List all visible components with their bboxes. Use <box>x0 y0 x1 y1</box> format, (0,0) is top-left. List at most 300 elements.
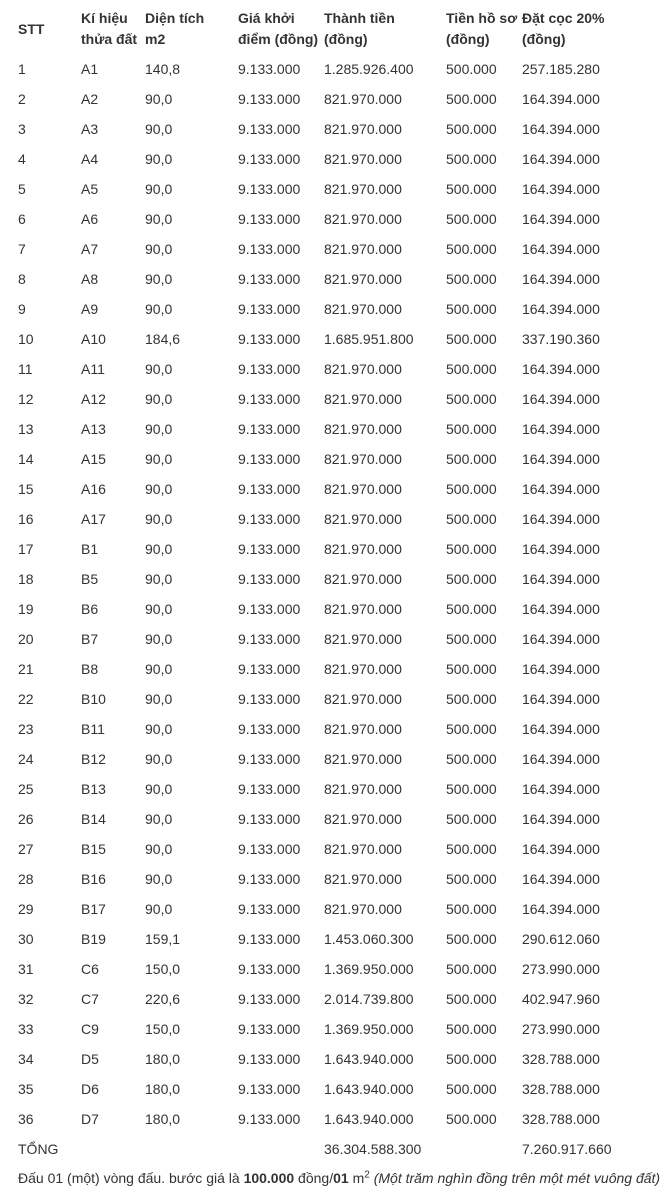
cell-dien-tich: 90,0 <box>145 91 173 107</box>
cell-gia-khoi-diem: 9.133.000 <box>238 961 301 977</box>
cell-tien-ho-so: 500.000 <box>446 241 497 257</box>
cell-tien-ho-so: 500.000 <box>446 481 497 497</box>
cell-thanh-tien: 821.970.000 <box>324 541 402 557</box>
cell-gia-khoi-diem: 9.133.000 <box>238 691 301 707</box>
cell-gia-khoi-diem: 9.133.000 <box>238 541 301 557</box>
table-row <box>12 894 661 924</box>
cell-tien-ho-so: 500.000 <box>446 511 497 527</box>
cell-stt: 21 <box>18 661 34 677</box>
cell-ki-hieu: A8 <box>81 271 99 287</box>
cell-stt: 20 <box>18 631 34 647</box>
cell-dien-tich: 90,0 <box>145 601 173 617</box>
cell-thanh-tien: 821.970.000 <box>324 451 402 467</box>
cell-stt: 7 <box>18 241 26 257</box>
cell-stt: 24 <box>18 751 34 767</box>
cell-dien-tich: 90,0 <box>145 901 173 917</box>
cell-ki-hieu: B17 <box>81 901 106 917</box>
cell-stt: 1 <box>18 61 26 77</box>
cell-thanh-tien: 821.970.000 <box>324 841 402 857</box>
table-row <box>12 804 661 834</box>
cell-thanh-tien: 1.285.926.400 <box>324 61 414 77</box>
cell-dat-coc: 164.394.000 <box>522 241 600 257</box>
cell-thanh-tien: 2.014.739.800 <box>324 991 414 1007</box>
table-row <box>12 624 661 654</box>
cell-thanh-tien: 821.970.000 <box>324 91 402 107</box>
cell-ki-hieu: D6 <box>81 1081 99 1097</box>
cell-thanh-tien: 821.970.000 <box>324 211 402 227</box>
table-row <box>12 1074 661 1104</box>
cell-gia-khoi-diem: 9.133.000 <box>238 91 301 107</box>
cell-ki-hieu: C7 <box>81 991 99 1007</box>
cell-stt: 9 <box>18 301 26 317</box>
cell-gia-khoi-diem: 9.133.000 <box>238 1051 301 1067</box>
cell-ki-hieu: A3 <box>81 121 99 137</box>
cell-ki-hieu: B8 <box>81 661 99 677</box>
cell-dat-coc: 257.185.280 <box>522 61 600 77</box>
cell-ki-hieu: A17 <box>81 511 106 527</box>
cell-gia-khoi-diem: 9.133.000 <box>238 181 301 197</box>
cell-tien-ho-so: 500.000 <box>446 451 497 467</box>
cell-gia-khoi-diem: 9.133.000 <box>238 931 301 947</box>
cell-stt: 33 <box>18 1021 34 1037</box>
cell-dien-tich: 90,0 <box>145 571 173 587</box>
cell-tien-ho-so: 500.000 <box>446 421 497 437</box>
cell-tien-ho-so: 500.000 <box>446 61 497 77</box>
cell-ki-hieu: A15 <box>81 451 106 467</box>
cell-tien-ho-so: 500.000 <box>446 1081 497 1097</box>
cell-ki-hieu: B15 <box>81 841 106 857</box>
cell-dat-coc: 402.947.960 <box>522 991 600 1007</box>
cell-ki-hieu: A10 <box>81 331 106 347</box>
cell-ki-hieu: A12 <box>81 391 106 407</box>
cell-stt: 19 <box>18 601 34 617</box>
cell-dien-tich: 90,0 <box>145 211 173 227</box>
cell-tien-ho-so: 500.000 <box>446 271 497 287</box>
table-row <box>12 474 661 504</box>
table-row <box>12 924 661 954</box>
cell-dien-tich: 90,0 <box>145 391 173 407</box>
table-row <box>12 744 661 774</box>
cell-dat-coc: 273.990.000 <box>522 961 600 977</box>
cell-ki-hieu: A4 <box>81 151 99 167</box>
table-row <box>12 444 661 474</box>
table-header-row <box>12 4 661 54</box>
cell-dien-tich: 180,0 <box>145 1051 181 1067</box>
header-tien-ho-so: Tiền hồ sơ (đồng) <box>446 10 518 47</box>
table-row <box>12 1014 661 1044</box>
cell-dien-tich: 90,0 <box>145 661 173 677</box>
cell-gia-khoi-diem: 9.133.000 <box>238 631 301 647</box>
cell-tien-ho-so: 500.000 <box>446 121 497 137</box>
cell-tien-ho-so: 500.000 <box>446 781 497 797</box>
cell-stt: 6 <box>18 211 26 227</box>
cell-dien-tich: 90,0 <box>145 841 173 857</box>
cell-stt: 5 <box>18 181 26 197</box>
cell-stt: 23 <box>18 721 34 737</box>
cell-gia-khoi-diem: 9.133.000 <box>238 1081 301 1097</box>
cell-gia-khoi-diem: 9.133.000 <box>238 901 301 917</box>
cell-tien-ho-so: 500.000 <box>446 961 497 977</box>
cell-gia-khoi-diem: 9.133.000 <box>238 301 301 317</box>
cell-dien-tich: 220,6 <box>145 991 181 1007</box>
cell-tien-ho-so: 500.000 <box>446 931 497 947</box>
cell-thanh-tien: 821.970.000 <box>324 811 402 827</box>
cell-dien-tich: 90,0 <box>145 751 173 767</box>
cell-dat-coc: 164.394.000 <box>522 841 600 857</box>
cell-stt: 36 <box>18 1111 34 1127</box>
cell-ki-hieu: B1 <box>81 541 99 557</box>
cell-gia-khoi-diem: 9.133.000 <box>238 421 301 437</box>
cell-stt: 22 <box>18 691 34 707</box>
cell-dat-coc: 164.394.000 <box>522 811 600 827</box>
cell-dat-coc: 164.394.000 <box>522 181 600 197</box>
cell-dat-coc: 328.788.000 <box>522 1081 600 1097</box>
table-row <box>12 1104 661 1134</box>
cell-gia-khoi-diem: 9.133.000 <box>238 661 301 677</box>
cell-stt: 31 <box>18 961 34 977</box>
cell-thanh-tien: 821.970.000 <box>324 361 402 377</box>
cell-gia-khoi-diem: 9.133.000 <box>238 361 301 377</box>
cell-stt: 8 <box>18 271 26 287</box>
cell-ki-hieu: B6 <box>81 601 99 617</box>
cell-dien-tich: 90,0 <box>145 451 173 467</box>
cell-gia-khoi-diem: 9.133.000 <box>238 841 301 857</box>
cell-dat-coc: 273.990.000 <box>522 1021 600 1037</box>
table-body <box>12 54 661 1134</box>
cell-ki-hieu: A9 <box>81 301 99 317</box>
cell-tien-ho-so: 500.000 <box>446 151 497 167</box>
cell-dien-tich: 184,6 <box>145 331 181 347</box>
cell-ki-hieu: A7 <box>81 241 99 257</box>
cell-gia-khoi-diem: 9.133.000 <box>238 781 301 797</box>
cell-gia-khoi-diem: 9.133.000 <box>238 151 301 167</box>
cell-tien-ho-so: 500.000 <box>446 721 497 737</box>
cell-stt: 15 <box>18 481 34 497</box>
header-thanh-tien: Thành tiền (đồng) <box>324 10 395 47</box>
cell-dat-coc: 164.394.000 <box>522 361 600 377</box>
cell-stt: 14 <box>18 451 34 467</box>
cell-dat-coc: 164.394.000 <box>522 91 600 107</box>
table-row <box>12 684 661 714</box>
cell-thanh-tien: 821.970.000 <box>324 241 402 257</box>
cell-tien-ho-so: 500.000 <box>446 751 497 767</box>
header-dat-coc: Đặt cọc 20% (đồng) <box>522 10 605 47</box>
cell-stt: 10 <box>18 331 34 347</box>
cell-ki-hieu: B11 <box>81 721 105 737</box>
cell-thanh-tien: 821.970.000 <box>324 271 402 287</box>
cell-tien-ho-so: 500.000 <box>446 601 497 617</box>
total-label: TỔNG <box>18 1141 59 1157</box>
table-row <box>12 354 661 384</box>
cell-tien-ho-so: 500.000 <box>446 901 497 917</box>
cell-thanh-tien: 821.970.000 <box>324 481 402 497</box>
table-row <box>12 714 661 744</box>
cell-tien-ho-so: 500.000 <box>446 361 497 377</box>
cell-dat-coc: 164.394.000 <box>522 451 600 467</box>
cell-dat-coc: 164.394.000 <box>522 301 600 317</box>
table-row <box>12 774 661 804</box>
bid-step-note: Đấu 01 (một) vòng đấu. bước giá là 100.000 đồng/01 $m^2$ (Một trăm nghìn đồng trên một mét vuông đất) <box>18 1169 661 1186</box>
cell-gia-khoi-diem: 9.133.000 <box>238 571 301 587</box>
cell-dat-coc: 164.394.000 <box>522 121 600 137</box>
cell-dat-coc: 164.394.000 <box>522 511 600 527</box>
cell-dat-coc: 164.394.000 <box>522 571 600 587</box>
cell-gia-khoi-diem: 9.133.000 <box>238 61 301 77</box>
table-row <box>12 534 661 564</box>
cell-thanh-tien: 821.970.000 <box>324 121 402 137</box>
total-row <box>12 1134 661 1164</box>
cell-dat-coc: 164.394.000 <box>522 541 600 557</box>
cell-thanh-tien: 821.970.000 <box>324 751 402 767</box>
cell-gia-khoi-diem: 9.133.000 <box>238 391 301 407</box>
cell-dien-tich: 90,0 <box>145 181 173 197</box>
cell-dien-tich: 90,0 <box>145 121 173 137</box>
cell-stt: 18 <box>18 571 34 587</box>
cell-dien-tich: 90,0 <box>145 511 173 527</box>
cell-dat-coc: 164.394.000 <box>522 151 600 167</box>
cell-dien-tich: 90,0 <box>145 871 173 887</box>
cell-ki-hieu: B13 <box>81 781 106 797</box>
cell-ki-hieu: A13 <box>81 421 106 437</box>
table-row <box>12 504 661 534</box>
cell-dien-tich: 159,1 <box>145 931 181 947</box>
cell-ki-hieu: B5 <box>81 571 99 587</box>
cell-tien-ho-so: 500.000 <box>446 811 497 827</box>
header-ki-hieu: Kí hiệu thửa đất <box>81 10 138 47</box>
cell-dien-tich: 90,0 <box>145 301 173 317</box>
cell-gia-khoi-diem: 9.133.000 <box>238 1021 301 1037</box>
cell-thanh-tien: 821.970.000 <box>324 181 402 197</box>
cell-thanh-tien: 1.453.060.300 <box>324 931 414 947</box>
cell-dat-coc: 164.394.000 <box>522 781 600 797</box>
cell-gia-khoi-diem: 9.133.000 <box>238 121 301 137</box>
cell-ki-hieu: A11 <box>81 361 105 377</box>
cell-thanh-tien: 821.970.000 <box>324 151 402 167</box>
cell-thanh-tien: 821.970.000 <box>324 781 402 797</box>
cell-dien-tich: 150,0 <box>145 1021 181 1037</box>
cell-thanh-tien: 821.970.000 <box>324 601 402 617</box>
cell-dien-tich: 90,0 <box>145 721 173 737</box>
cell-thanh-tien: 1.643.940.000 <box>324 1051 414 1067</box>
cell-stt: 29 <box>18 901 34 917</box>
cell-gia-khoi-diem: 9.133.000 <box>238 331 301 347</box>
cell-tien-ho-so: 500.000 <box>446 691 497 707</box>
cell-tien-ho-so: 500.000 <box>446 631 497 647</box>
table-row <box>12 174 661 204</box>
cell-ki-hieu: B12 <box>81 751 106 767</box>
cell-dat-coc: 164.394.000 <box>522 391 600 407</box>
cell-gia-khoi-diem: 9.133.000 <box>238 211 301 227</box>
cell-dat-coc: 164.394.000 <box>522 271 600 287</box>
table-row <box>12 564 661 594</box>
land-auction-table <box>12 4 661 1164</box>
table-row <box>12 864 661 894</box>
table-row <box>12 84 661 114</box>
cell-thanh-tien: 821.970.000 <box>324 391 402 407</box>
table-row <box>12 324 661 354</box>
cell-dien-tich: 180,0 <box>145 1111 181 1127</box>
table-row <box>12 384 661 414</box>
header-gia-khoi-diem: Giá khởi điểm (đồng) <box>238 10 319 47</box>
cell-dat-coc: 164.394.000 <box>522 691 600 707</box>
cell-dat-coc: 164.394.000 <box>522 211 600 227</box>
cell-tien-ho-so: 500.000 <box>446 181 497 197</box>
cell-tien-ho-so: 500.000 <box>446 391 497 407</box>
cell-ki-hieu: B14 <box>81 811 106 827</box>
cell-dat-coc: 290.612.060 <box>522 931 600 947</box>
cell-dat-coc: 164.394.000 <box>522 751 600 767</box>
cell-stt: 25 <box>18 781 34 797</box>
cell-thanh-tien: 821.970.000 <box>324 301 402 317</box>
cell-dat-coc: 328.788.000 <box>522 1111 600 1127</box>
table-row <box>12 834 661 864</box>
cell-tien-ho-so: 500.000 <box>446 91 497 107</box>
cell-gia-khoi-diem: 9.133.000 <box>238 451 301 467</box>
cell-tien-ho-so: 500.000 <box>446 211 497 227</box>
total-dat-coc: 7.260.917.660 <box>522 1141 612 1157</box>
cell-ki-hieu: B7 <box>81 631 99 647</box>
cell-stt: 34 <box>18 1051 34 1067</box>
table-row <box>12 204 661 234</box>
cell-ki-hieu: B16 <box>81 871 106 887</box>
cell-tien-ho-so: 500.000 <box>446 661 497 677</box>
cell-dien-tich: 90,0 <box>145 241 173 257</box>
cell-gia-khoi-diem: 9.133.000 <box>238 271 301 287</box>
cell-ki-hieu: B10 <box>81 691 106 707</box>
cell-thanh-tien: 821.970.000 <box>324 571 402 587</box>
cell-thanh-tien: 1.643.940.000 <box>324 1081 414 1097</box>
table-row <box>12 144 661 174</box>
cell-thanh-tien: 821.970.000 <box>324 871 402 887</box>
cell-thanh-tien: 821.970.000 <box>324 721 402 737</box>
cell-thanh-tien: 821.970.000 <box>324 661 402 677</box>
cell-stt: 35 <box>18 1081 34 1097</box>
cell-stt: 11 <box>18 361 33 377</box>
cell-dien-tich: 90,0 <box>145 151 173 167</box>
cell-dat-coc: 328.788.000 <box>522 1051 600 1067</box>
cell-thanh-tien: 821.970.000 <box>324 421 402 437</box>
cell-dien-tich: 90,0 <box>145 481 173 497</box>
cell-gia-khoi-diem: 9.133.000 <box>238 481 301 497</box>
cell-stt: 16 <box>18 511 34 527</box>
cell-gia-khoi-diem: 9.133.000 <box>238 751 301 767</box>
table-row <box>12 294 661 324</box>
cell-dien-tich: 90,0 <box>145 361 173 377</box>
cell-dien-tich: 90,0 <box>145 271 173 287</box>
cell-ki-hieu: B19 <box>81 931 106 947</box>
cell-tien-ho-so: 500.000 <box>446 991 497 1007</box>
cell-dat-coc: 164.394.000 <box>522 661 600 677</box>
cell-stt: 32 <box>18 991 34 1007</box>
cell-stt: 26 <box>18 811 34 827</box>
header-dien-tich: Diện tích m2 <box>145 10 205 47</box>
cell-dat-coc: 164.394.000 <box>522 871 600 887</box>
cell-ki-hieu: D7 <box>81 1111 99 1127</box>
cell-tien-ho-so: 500.000 <box>446 841 497 857</box>
cell-ki-hieu: A6 <box>81 211 99 227</box>
cell-dien-tich: 90,0 <box>145 781 173 797</box>
cell-stt: 12 <box>18 391 34 407</box>
cell-dien-tich: 90,0 <box>145 421 173 437</box>
cell-gia-khoi-diem: 9.133.000 <box>238 1111 301 1127</box>
cell-tien-ho-so: 500.000 <box>446 1051 497 1067</box>
cell-ki-hieu: A16 <box>81 481 106 497</box>
cell-gia-khoi-diem: 9.133.000 <box>238 871 301 887</box>
cell-dat-coc: 164.394.000 <box>522 481 600 497</box>
header-stt: STT <box>18 20 45 37</box>
cell-ki-hieu: C6 <box>81 961 99 977</box>
table-row <box>12 654 661 684</box>
cell-dien-tich: 90,0 <box>145 691 173 707</box>
cell-dat-coc: 164.394.000 <box>522 631 600 647</box>
cell-ki-hieu: A1 <box>81 61 99 77</box>
cell-dat-coc: 164.394.000 <box>522 721 600 737</box>
cell-tien-ho-so: 500.000 <box>446 571 497 587</box>
cell-dat-coc: 164.394.000 <box>522 601 600 617</box>
cell-thanh-tien: 821.970.000 <box>324 511 402 527</box>
cell-stt: 17 <box>18 541 34 557</box>
cell-thanh-tien: 821.970.000 <box>324 691 402 707</box>
cell-tien-ho-so: 500.000 <box>446 331 497 347</box>
cell-gia-khoi-diem: 9.133.000 <box>238 241 301 257</box>
cell-dien-tich: 180,0 <box>145 1081 181 1097</box>
cell-gia-khoi-diem: 9.133.000 <box>238 601 301 617</box>
cell-thanh-tien: 821.970.000 <box>324 631 402 647</box>
cell-stt: 13 <box>18 421 34 437</box>
cell-tien-ho-so: 500.000 <box>446 1111 497 1127</box>
table-row <box>12 414 661 444</box>
cell-thanh-tien: 1.643.940.000 <box>324 1111 414 1127</box>
cell-ki-hieu: D5 <box>81 1051 99 1067</box>
table-row <box>12 1044 661 1074</box>
table-row <box>12 984 661 1014</box>
cell-gia-khoi-diem: 9.133.000 <box>238 991 301 1007</box>
cell-ki-hieu: C9 <box>81 1021 99 1037</box>
cell-dien-tich: 90,0 <box>145 811 173 827</box>
cell-dien-tich: 150,0 <box>145 961 181 977</box>
table-row <box>12 54 661 84</box>
cell-stt: 27 <box>18 841 34 857</box>
cell-thanh-tien: 1.685.951.800 <box>324 331 414 347</box>
cell-dien-tich: 90,0 <box>145 631 173 647</box>
table-row <box>12 954 661 984</box>
cell-tien-ho-so: 500.000 <box>446 871 497 887</box>
table-row <box>12 234 661 264</box>
cell-dat-coc: 164.394.000 <box>522 901 600 917</box>
cell-tien-ho-so: 500.000 <box>446 301 497 317</box>
table-row <box>12 594 661 624</box>
table-row <box>12 264 661 294</box>
cell-ki-hieu: A5 <box>81 181 99 197</box>
cell-stt: 28 <box>18 871 34 887</box>
cell-stt: 4 <box>18 151 26 167</box>
cell-thanh-tien: 821.970.000 <box>324 901 402 917</box>
table-row <box>12 114 661 144</box>
cell-gia-khoi-diem: 9.133.000 <box>238 511 301 527</box>
cell-dien-tich: 90,0 <box>145 541 173 557</box>
cell-gia-khoi-diem: 9.133.000 <box>238 811 301 827</box>
cell-thanh-tien: 1.369.950.000 <box>324 1021 414 1037</box>
cell-ki-hieu: A2 <box>81 91 99 107</box>
total-thanh-tien: 36.304.588.300 <box>324 1141 422 1157</box>
cell-stt: 2 <box>18 91 26 107</box>
cell-tien-ho-so: 500.000 <box>446 1021 497 1037</box>
cell-dat-coc: 337.190.360 <box>522 331 600 347</box>
cell-tien-ho-so: 500.000 <box>446 541 497 557</box>
cell-dien-tich: 140,8 <box>145 61 181 77</box>
cell-stt: 3 <box>18 121 26 137</box>
cell-dat-coc: 164.394.000 <box>522 421 600 437</box>
